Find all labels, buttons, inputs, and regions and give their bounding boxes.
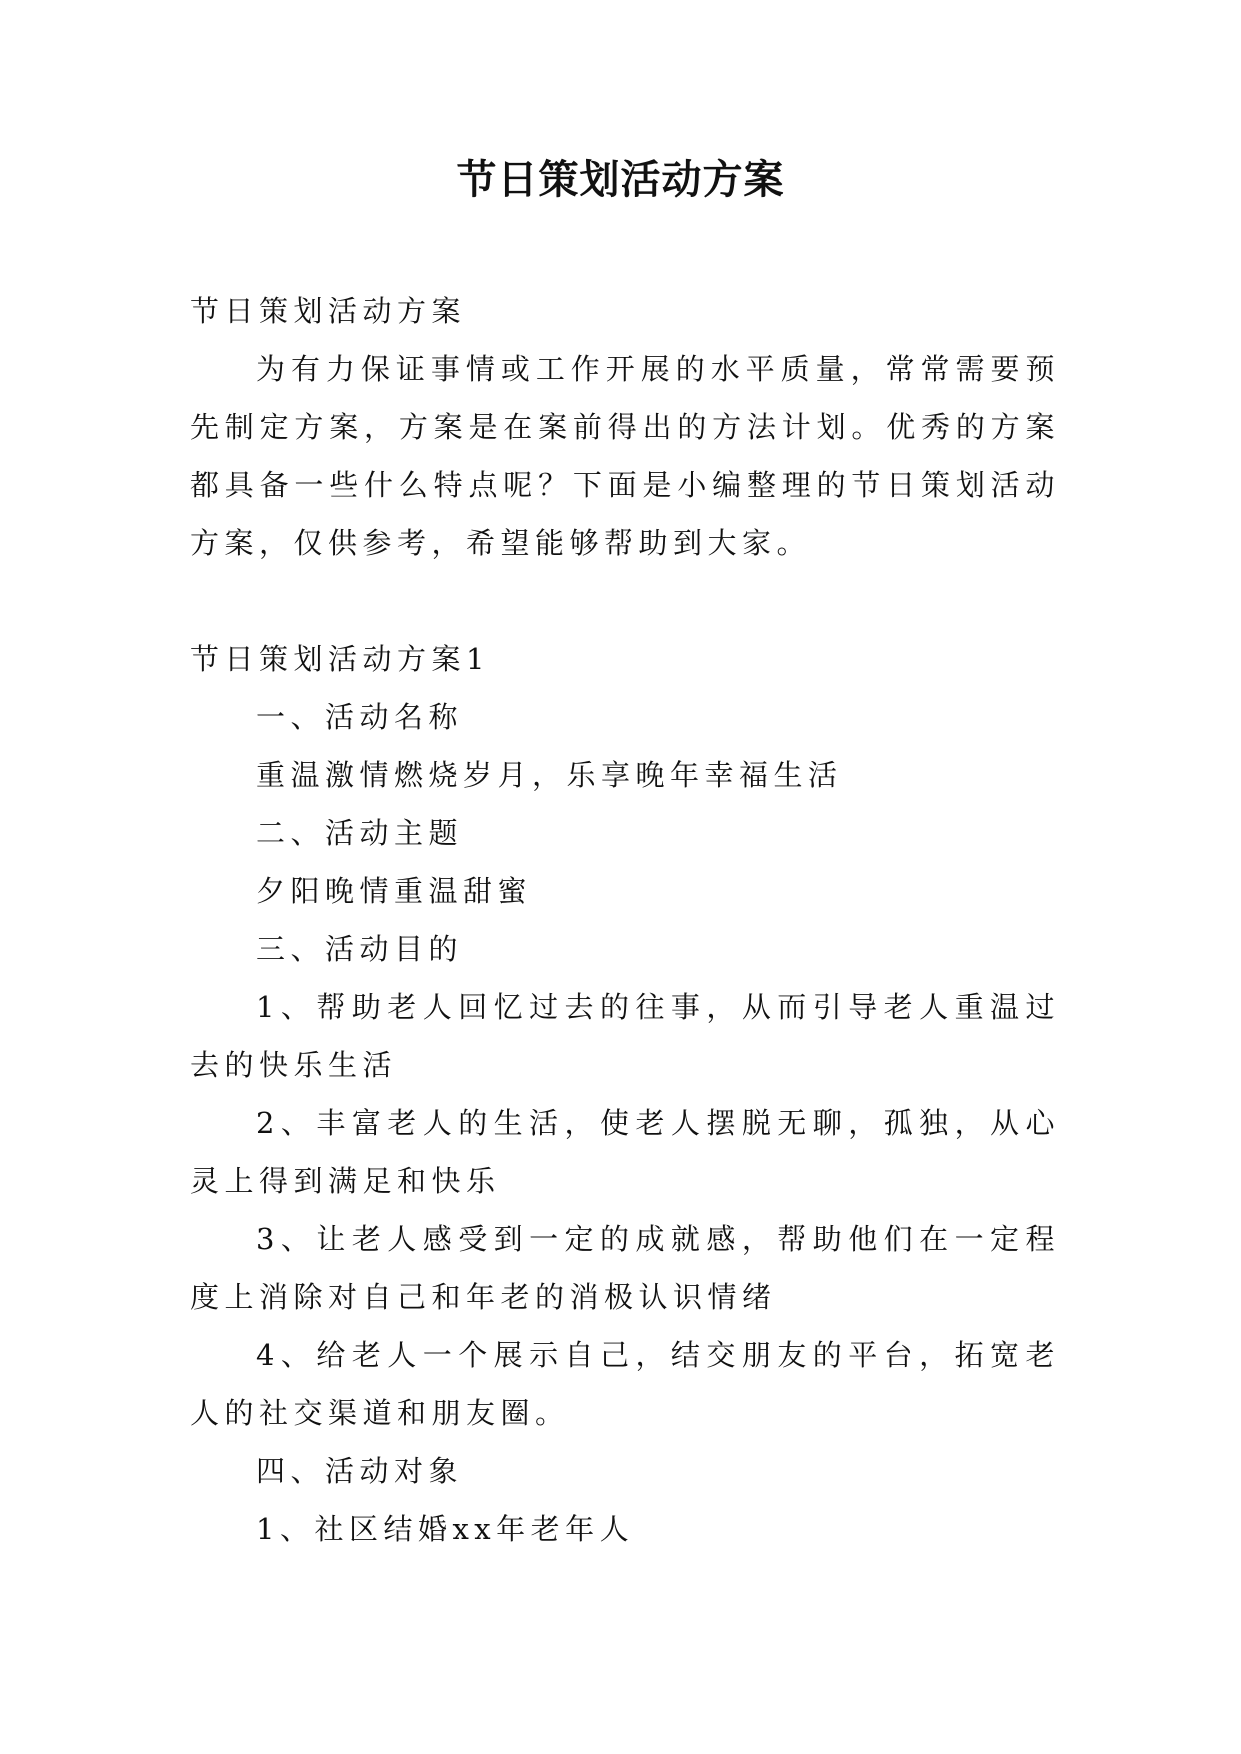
activity-theme-text: 夕阳晚情重温甜蜜 bbox=[256, 874, 533, 908]
purpose-item: 1、帮助老人回忆过去的往事，从而引导老人重温过去的快乐生活 bbox=[190, 990, 1060, 1082]
activity-name-text: 重温激情燃烧岁月，乐享晚年幸福生活 bbox=[256, 758, 843, 792]
target-item: 1、社区结婚xx年老年人 bbox=[256, 1512, 635, 1546]
activity-theme-heading: 二、活动主题 bbox=[256, 816, 464, 850]
activity-target-heading: 四、活动对象 bbox=[256, 1454, 464, 1488]
activity-name-heading: 一、活动名称 bbox=[256, 700, 464, 734]
page-title: 节日策划活动方案 bbox=[456, 156, 785, 203]
purpose-item: 4、给老人一个展示自己，结交朋友的平台，拓宽老人的社交渠道和朋友圈。 bbox=[190, 1338, 1060, 1430]
document-subtitle: 节日策划活动方案 bbox=[190, 294, 467, 328]
document-body bbox=[190, 282, 1060, 1558]
activity-purpose-heading: 三、活动目的 bbox=[256, 932, 464, 966]
purpose-item: 3、让老人感受到一定的成就感，帮助他们在一定程度上消除对自己和年老的消极认识情绪 bbox=[190, 1222, 1060, 1314]
purpose-item: 2、丰富老人的生活，使老人摆脱无聊，孤独，从心灵上得到满足和快乐 bbox=[190, 1106, 1060, 1198]
section-heading: 节日策划活动方案1 bbox=[190, 642, 490, 676]
intro-paragraph: 为有力保证事情或工作开展的水平质量，常常需要预先制定方案，方案是在案前得出的方法计划。优秀的方案都具备一些什么特点呢？下面是小编整理的节日策划活动方案，仅供参考，希望能够帮助到大家。 bbox=[190, 352, 1060, 560]
spacer bbox=[190, 572, 1060, 630]
